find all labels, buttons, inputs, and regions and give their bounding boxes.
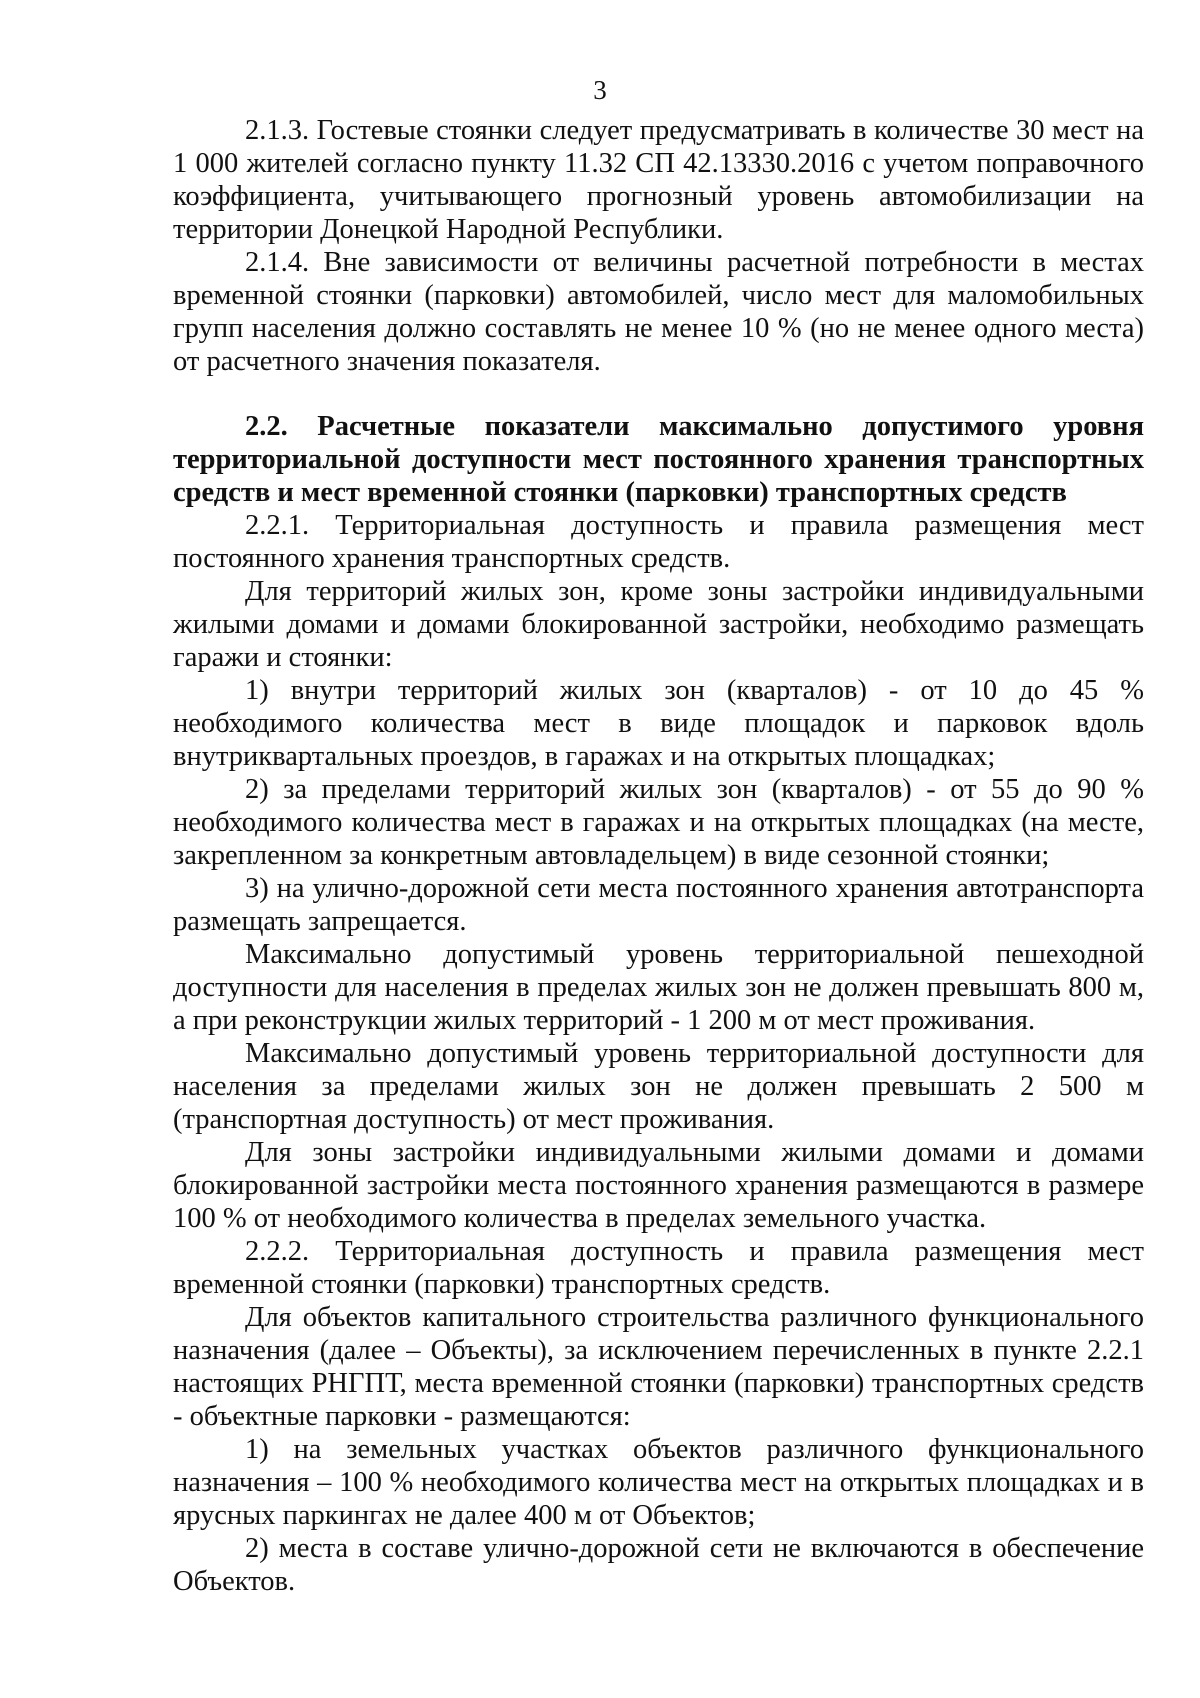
paragraph-2-1-4: 2.1.4. Вне зависимости от величины расчетной потребности в местах временной стоянки (парковки) автомобилей, число мест для маломобильных групп населения должно составлять не менее 10 % (но не менее одного места) от расчетного значения показателя.	[173, 247, 1144, 377]
list-item-3: 3) на улично-дорожной сети места постоянного хранения автотранспорта размещать запрещается.	[173, 873, 1144, 937]
list-item-objects-2: 2) места в составе улично-дорожной сети не включаются в обеспечение Объектов.	[173, 1533, 1144, 1597]
paragraph-2-2-2: 2.2.2. Территориальная доступность и правила размещения мест временной стоянки (парковки) транспортных средств.	[173, 1236, 1144, 1300]
section-heading-2-2: 2.2. Расчетные показатели максимально допустимого уровня территориальной доступности мест постоянного хранения транспортных средств и мест временной стоянки (парковки) транспортных средств	[173, 411, 1144, 508]
list-item-1: 1) внутри территорий жилых зон (кварталов) - от 10 до 45 % необходимого количества мест в виде площадок и парковок вдоль внутриквартальных проездов, в гаражах и на открытых площадках;	[173, 675, 1144, 772]
paragraph-2-2-1: 2.2.1. Территориальная доступность и правила размещения мест постоянного хранения транспортных средств.	[173, 510, 1144, 574]
list-item-2: 2) за пределами территорий жилых зон (кварталов) - от 55 до 90 % необходимого количества мест в гаражах и на открытых площадках (на месте, закрепленном за конкретным автовладельцем) в виде сезонной стоянки;	[173, 774, 1144, 871]
paragraph-capital-objects: Для объектов капитального строительства различного функционального назначения (далее – Объекты), за исключением перечисленных в пункте 2.2.1 настоящих РНГПТ, места временной стоянки (парковки) транспортных средств - объектные парковки - размещаются:	[173, 1302, 1144, 1432]
list-item-objects-1: 1) на земельных участках объектов различного функционального назначения – 100 % необходимого количества мест на открытых площадках и в ярусных паркингах не далее 400 м от Объектов;	[173, 1434, 1144, 1531]
paragraph-pedestrian-access: Максимально допустимый уровень территориальной пешеходной доступности для населения в пределах жилых зон не должен превышать 800 м, а при реконструкции жилых территорий - 1 200 м от мест проживания.	[173, 939, 1144, 1036]
paragraph-individual-housing: Для зоны застройки индивидуальными жилыми домами и домами блокированной застройки места постоянного хранения размещаются в размере 100 % от необходимого количества в пределах земельного участка.	[173, 1137, 1144, 1234]
paragraph-transport-access: Максимально допустимый уровень территориальной доступности для населения за пределами жилых зон не должен превышать 2 500 м (транспортная доступность) от мест проживания.	[173, 1038, 1144, 1135]
paragraph-2-1-3: 2.1.3. Гостевые стоянки следует предусматривать в количестве 30 мест на 1 000 жителей согласно пункту 11.32 СП 42.13330.2016 с учетом поправочного коэффициента, учитывающего прогнозный уровень автомобилизации на территории Донецкой Народной Республики.	[173, 115, 1144, 245]
document-body	[173, 114, 1144, 1598]
page-number: 3	[593, 75, 607, 105]
paragraph-residential-zones: Для территорий жилых зон, кроме зоны застройки индивидуальными жилыми домами и домами блокированной застройки, необходимо размещать гаражи и стоянки:	[173, 576, 1144, 673]
